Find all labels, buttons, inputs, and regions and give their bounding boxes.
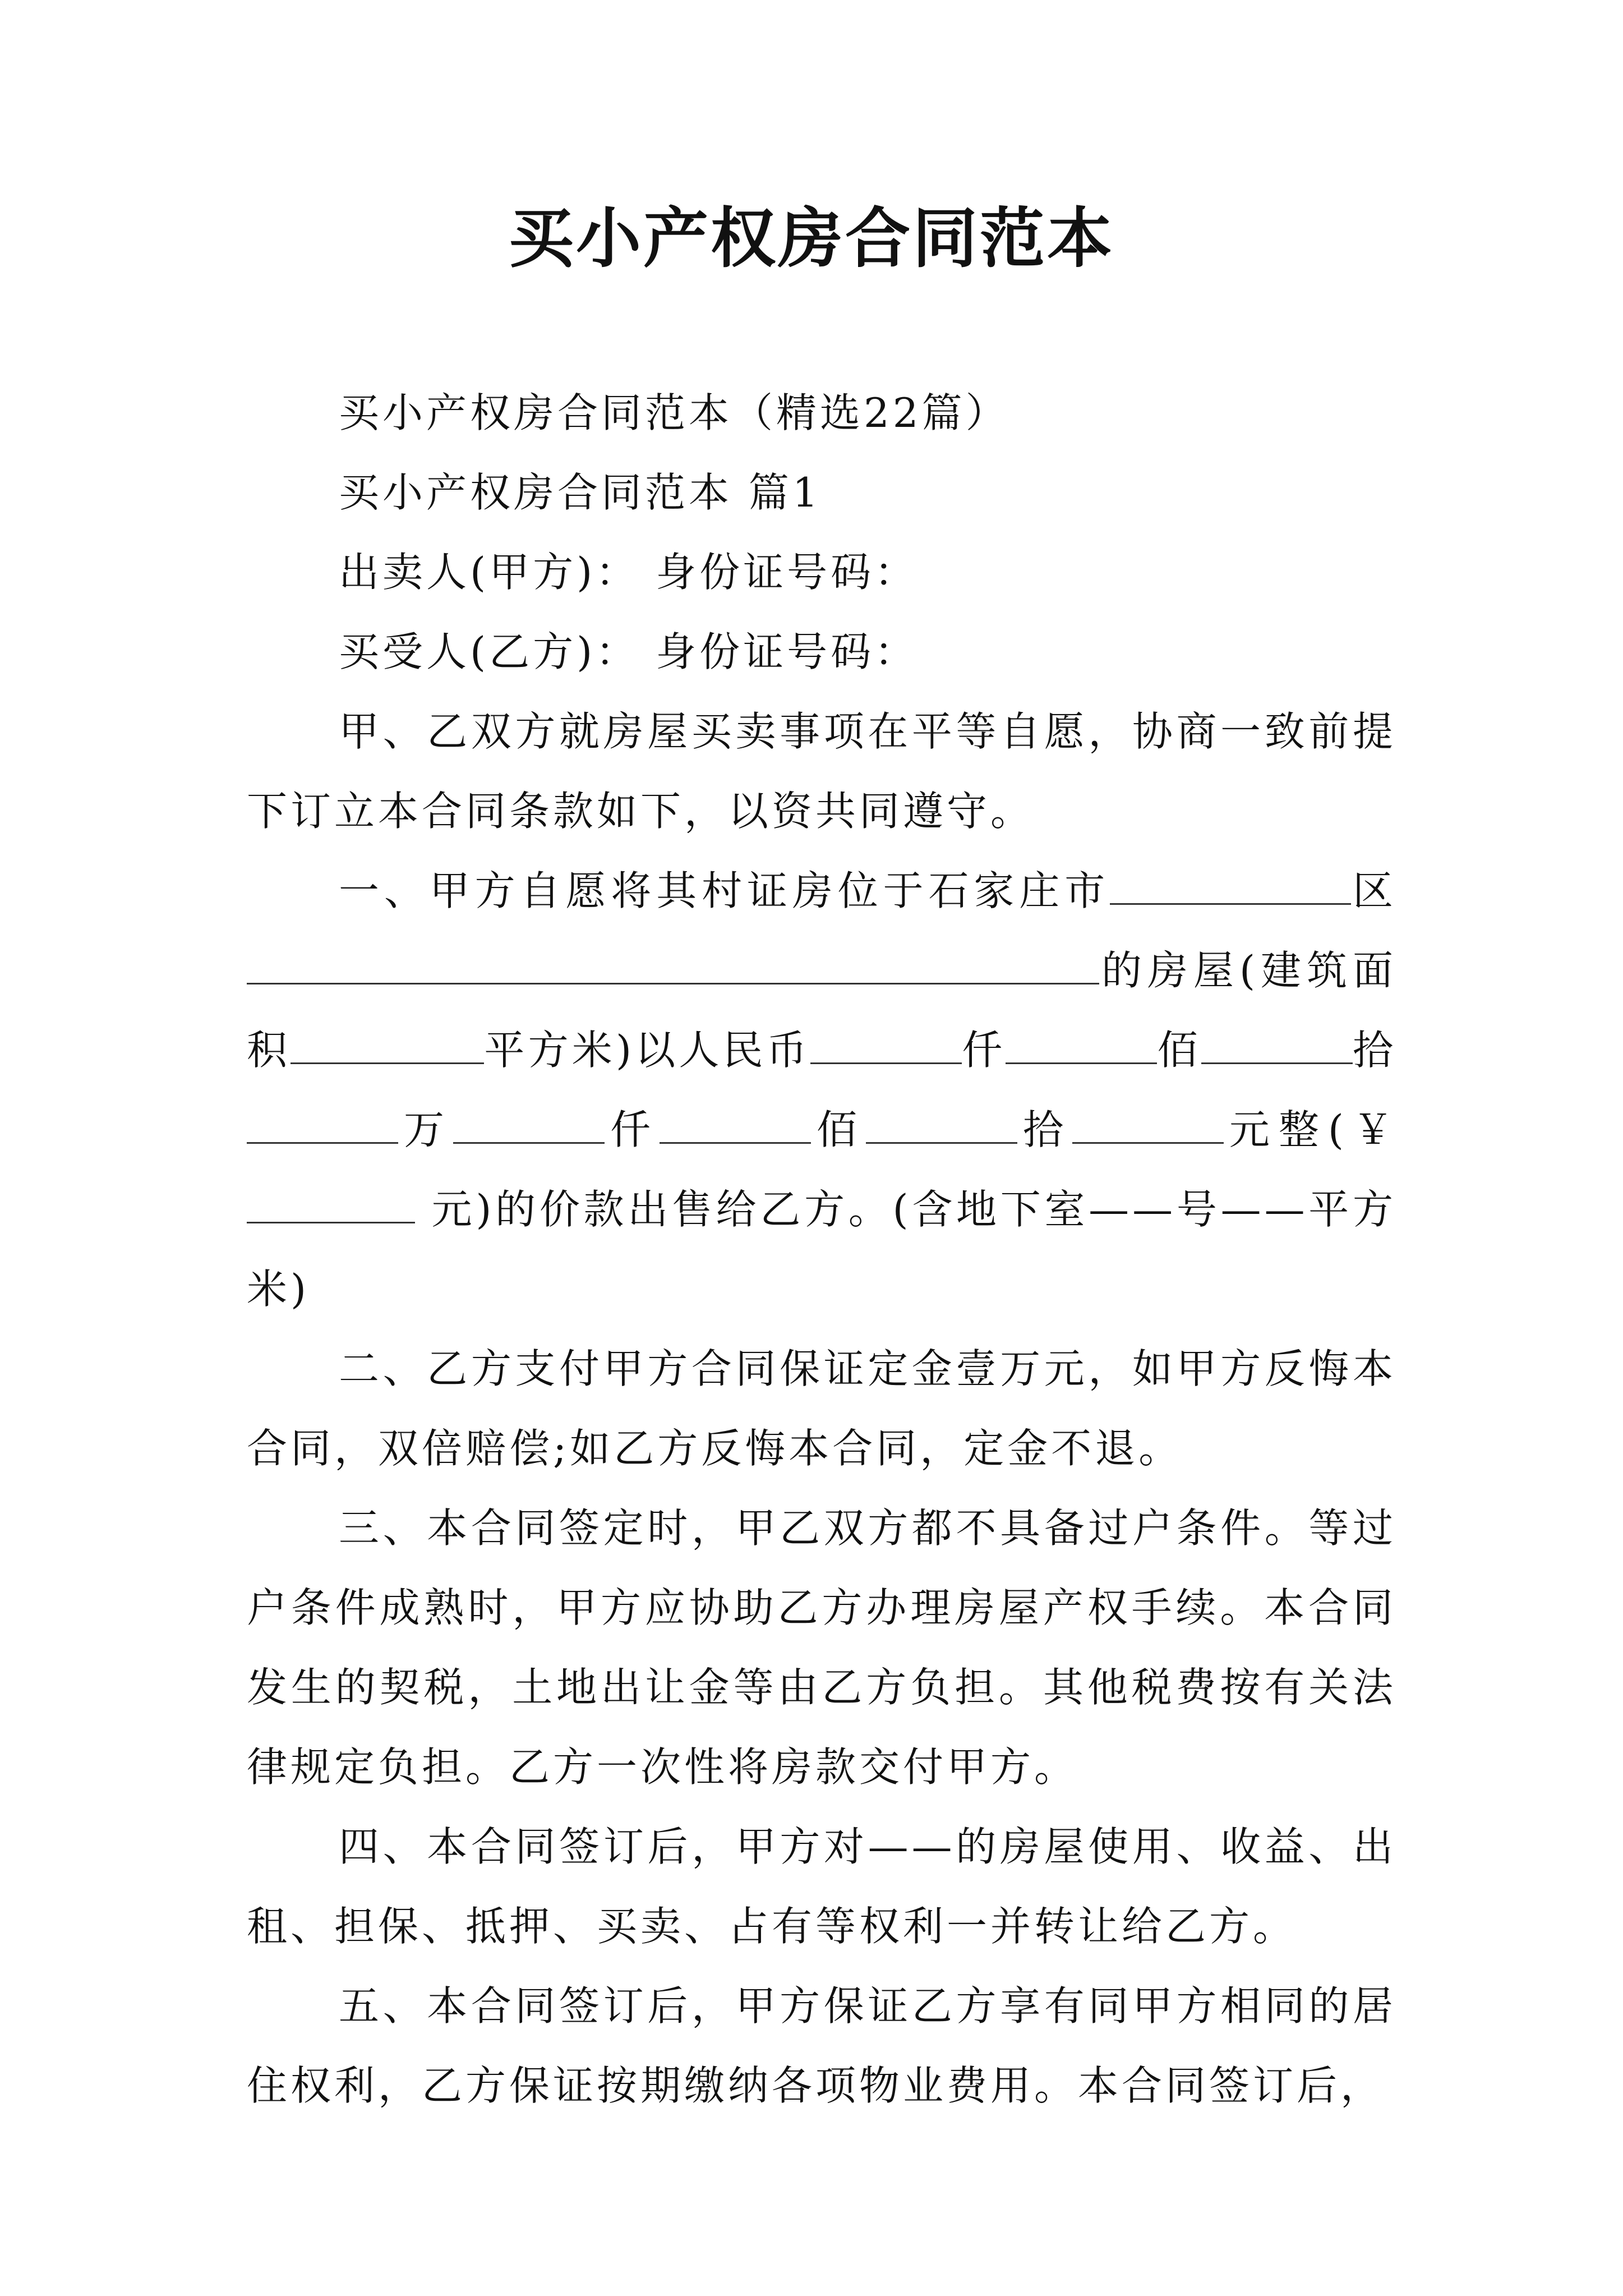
- unit-6: 佰: [810, 1106, 866, 1153]
- clause1-text-4: 平方米)以人民币: [484, 1027, 810, 1074]
- unit-1: 仟: [962, 1027, 1006, 1074]
- section-heading: 买小产权房合同范本 篇1: [339, 469, 822, 516]
- amount-blank-2: [1006, 1023, 1157, 1064]
- seller-id-label: 身份证号码：: [656, 549, 919, 596]
- district-blank: [1110, 864, 1351, 905]
- clause1-text-1: 一、甲方自愿将其村证房位于石家庄市: [339, 867, 1110, 914]
- unit-3: 拾: [1352, 1027, 1396, 1074]
- clause-3: 三、本合同签定时，甲乙双方都不具备过户条件。等过户条件成熟时，甲方应协助乙方办理房屋产权手续。本合同发生的契税，土地出让金等由乙方负担。其他税费按有关法律规定负担。乙方一次性将房款交付甲方。: [247, 1504, 1396, 1791]
- clause-1: [247, 851, 1396, 1329]
- yuan-blank: [247, 1182, 415, 1223]
- amount-blank-7: [866, 1103, 1017, 1144]
- amount-blank-5: [453, 1103, 605, 1144]
- seller-line: [247, 532, 1396, 612]
- clause1-text-2: 区: [1351, 867, 1396, 914]
- seller-label: 出卖人(甲方)：: [339, 549, 640, 596]
- clause-2: 二、乙方支付甲方合同保证定金壹万元，如甲方反悔本合同，双倍赔偿;如乙方反悔本合同，定金不退。: [247, 1345, 1396, 1472]
- unit-2: 佰: [1157, 1027, 1201, 1074]
- amount-blank-3: [1201, 1023, 1353, 1064]
- intro-paragraph: 甲、乙双方就房屋买卖事项在平等自愿，协商一致前提下订立本合同条款如下，以资共同遵守。: [247, 708, 1396, 835]
- subtitle: 买小产权房合同范本（精选22篇）: [339, 389, 1009, 436]
- unit-7: 拾: [1017, 1106, 1072, 1153]
- unit-8: 元整(￥: [1223, 1106, 1396, 1153]
- area-blank: [291, 1023, 484, 1064]
- document-body: [247, 373, 1396, 2125]
- clause1-text-5: 元)的价款出售给乙方。(含地下室——号——平方米): [247, 1186, 1397, 1313]
- amount-blank-6: [660, 1103, 811, 1144]
- amount-blank-1: [810, 1023, 962, 1064]
- buyer-id-label: 身份证号码：: [656, 628, 919, 675]
- address-blank: [247, 944, 1099, 984]
- amount-blank-8: [1072, 1103, 1224, 1144]
- clause-5: 五、本合同签订后，甲方保证乙方享有同甲方相同的居住权利，乙方保证按期缴纳各项物业费用。本合同签订后，: [247, 1982, 1396, 2109]
- document-title: 买小产权房合同范本: [509, 200, 1114, 277]
- buyer-line: [247, 612, 1396, 692]
- clause1-text-3: 的房屋(建筑面积: [247, 947, 1396, 1074]
- unit-5: 仟: [604, 1106, 660, 1153]
- buyer-label: 买受人(乙方)：: [339, 628, 640, 675]
- clause-4: 四、本合同签订后，甲方对——的房屋使用、收益、出租、担保、抵押、买卖、占有等权利一并转让给乙方。: [247, 1823, 1396, 1950]
- amount-blank-4: [247, 1103, 398, 1144]
- unit-4: 万: [398, 1106, 453, 1153]
